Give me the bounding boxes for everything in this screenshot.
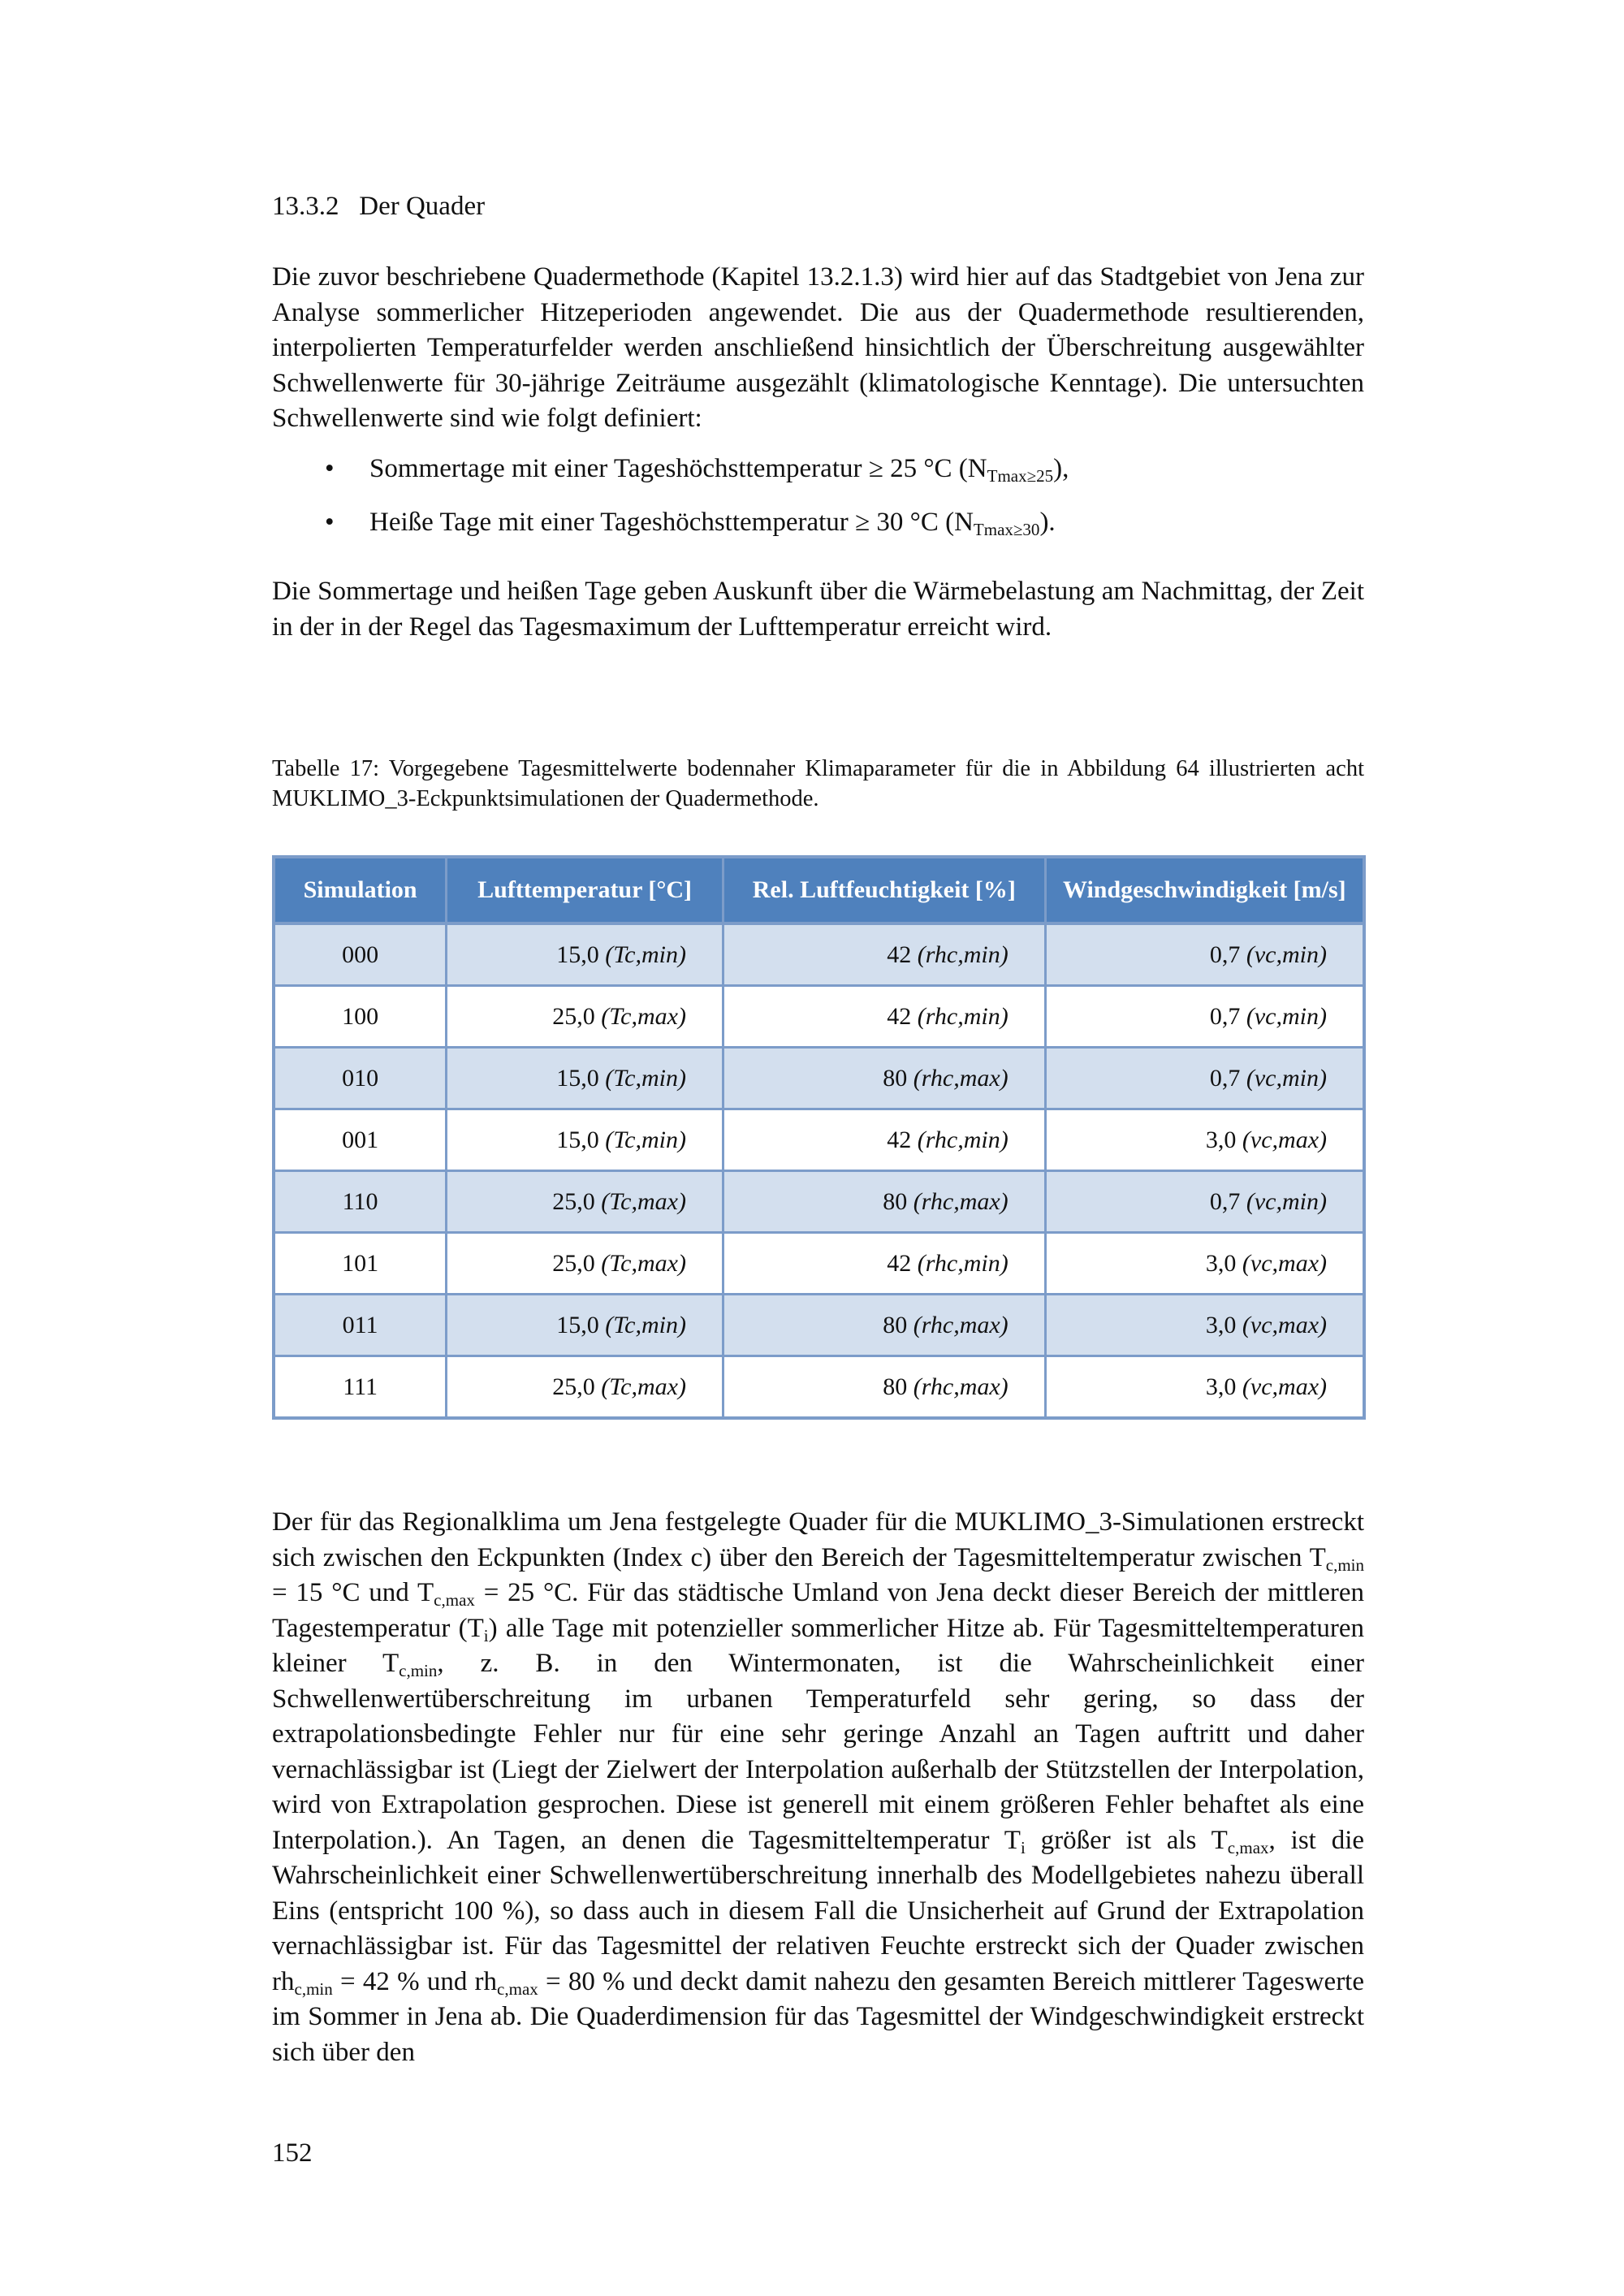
table-row — [274, 1356, 1364, 1419]
cell-humidity: 80 (rhc,max) — [723, 1295, 1045, 1356]
table-header-row — [274, 857, 1364, 923]
table-caption: Tabelle 17: Vorgegebene Tagesmittelwerte bodennaher Klimaparameter für die in Abbildung 64 illustrierten acht MUKLIMO_3-Eckpunktsimulationen der Quadermethode. — [272, 756, 1364, 811]
section-title: Der Quader — [359, 192, 486, 221]
cell-simulation: 000 — [274, 923, 447, 986]
column-header: Lufttemperatur [°C] — [447, 857, 723, 923]
cell-simulation: 110 — [274, 1171, 447, 1233]
bullet-icon: • — [325, 454, 335, 483]
table-row — [274, 1295, 1364, 1356]
table-row — [274, 1171, 1364, 1233]
cell-simulation: 001 — [274, 1109, 447, 1171]
threshold-list — [272, 452, 1364, 559]
cell-wind: 3,0 (vc,max) — [1045, 1233, 1364, 1295]
cell-wind: 3,0 (vc,max) — [1045, 1295, 1364, 1356]
table-row — [274, 923, 1364, 986]
cell-temperature: 25,0 (Tc,max) — [447, 1356, 723, 1419]
bullet-icon: • — [325, 508, 335, 537]
cell-wind: 0,7 (vc,min) — [1045, 1048, 1364, 1109]
simulation-table — [272, 855, 1366, 1420]
paragraph-intro: Die zuvor beschriebene Quadermethode (Kapitel 13.2.1.3) wird hier auf das Stadtgebiet von Jena zur Analyse sommerlicher Hitzeperioden angewendet. Die aus der Quadermethode resultierenden, interpolierten Temperaturfelder werden anschließend hinsichtlich der Überschreitung ausgewählter Schwellenwerte für 30-jährige Zeiträume ausgezählt (klimatologische Kenntage). Die untersuchten Schwellenwerte sind wie folgt definiert: — [272, 262, 1364, 433]
cell-humidity: 42 (rhc,min) — [723, 986, 1045, 1048]
cell-temperature: 15,0 (Tc,min) — [447, 1295, 723, 1356]
cell-humidity: 80 (rhc,max) — [723, 1048, 1045, 1109]
section-number: 13.3.2 — [272, 192, 339, 221]
section-heading — [272, 192, 485, 222]
cell-wind: 0,7 (vc,min) — [1045, 923, 1364, 986]
cell-simulation: 101 — [274, 1233, 447, 1295]
cell-simulation: 010 — [274, 1048, 447, 1109]
cell-wind: 3,0 (vc,max) — [1045, 1109, 1364, 1171]
table-row — [274, 986, 1364, 1048]
cell-temperature: 25,0 (Tc,max) — [447, 986, 723, 1048]
cell-temperature: 15,0 (Tc,min) — [447, 923, 723, 986]
cell-temperature: 15,0 (Tc,min) — [447, 1109, 723, 1171]
column-header: Simulation — [274, 857, 447, 923]
list-item: • Heiße Tage mit einer Tageshöchsttemperatur ≥ 30 °C $(N_{Tmax\ge 30})$. — [272, 505, 1364, 559]
cell-simulation: 111 — [274, 1356, 447, 1419]
cell-humidity: 42 (rhc,min) — [723, 1109, 1045, 1171]
cell-temperature: 15,0 (Tc,min) — [447, 1048, 723, 1109]
cell-wind: 3,0 (vc,max) — [1045, 1356, 1364, 1419]
cell-humidity: 42 (rhc,min) — [723, 923, 1045, 986]
cell-temperature: 25,0 (Tc,max) — [447, 1171, 723, 1233]
column-header: Windgeschwindigkeit [m/s] — [1045, 857, 1364, 923]
column-header: Rel. Luftfeuchtigkeit [%] — [723, 857, 1045, 923]
cell-simulation: 100 — [274, 986, 447, 1048]
cell-humidity: 80 (rhc,max) — [723, 1171, 1045, 1233]
cell-humidity: 80 (rhc,max) — [723, 1356, 1045, 1419]
cell-wind: 0,7 (vc,min) — [1045, 986, 1364, 1048]
paragraph-summer-days: Die Sommertage und heißen Tage geben Auskunft über die Wärmebelastung am Nachmittag, der Zeit in der in der Regel das Tagesmaximum der Lufttemperatur erreicht wird. — [272, 577, 1364, 642]
list-item: • Sommertage mit einer Tageshöchsttemperatur ≥ 25 °C $(N_{Tmax\ge 25})$, — [272, 452, 1364, 505]
table-row — [274, 1048, 1364, 1109]
cell-wind: 0,7 (vc,min) — [1045, 1171, 1364, 1233]
table-row — [274, 1109, 1364, 1171]
cell-humidity: 42 (rhc,min) — [723, 1233, 1045, 1295]
table-row — [274, 1233, 1364, 1295]
paragraph-quader-bounds: Der für das Regionalklima um Jena festgelegte Quader für die MUKLIMO_3-Simulationen erstreckt sich zwischen den Eckpunkten (Index c) über den Bereich der Tagesmitteltemperatur zwischen $T_{c,min} = 15$ °C und $T_{c,max} = 25$ °C. Für das städtische Umland von Jena deckt dieser Bereich der mittleren Tagestemperatur $(T_i)$ alle Tage mit potenzieller sommerlicher Hitze ab. Für Tagesmitteltemperaturen kleiner $T_{c,min}$, z. B. in den Wintermonaten, ist die Wahrscheinlichkeit einer Schwellenwertüberschreitung im urbanen Temperaturfeld sehr gering, so dass der extrapolationsbedingte Fehler nur für eine sehr geringe Anzahl an Tagen auftritt und daher vernachlässigbar ist (Liegt der Zielwert der Interpolation außerhalb der Stützstellen der Interpolation, wird von Extrapolation gesprochen. Diese ist generell mit einem größeren Fehler behaftet als eine Interpolation.). An Tagen, an denen die Tagesmitteltemperatur $T_i$ größer ist als $T_{c,max}$, ist die Wahrscheinlichkeit einer Schwellenwertüberschreitung innerhalb des Modellgebietes nahezu überall Eins (entspricht 100 %), so dass auch in diesem Fall die Unsicherheit auf Grund der Extrapolation vernachlässigbar ist. Für das Tagesmittel der relativen Feuchte erstreckt sich der Quader zwischen $rh_{c,min} = 42$ % und $rh_{c,max} = 80$ % und deckt damit nahezu den gesamten Bereich mittlerer Tageswerte im Sommer in Jena ab. Die Quaderdimension für das Tagesmittel der Windgeschwindigkeit erstreckt sich über den — [272, 1507, 1365, 2067]
page-number: 152 — [272, 2138, 313, 2168]
cell-temperature: 25,0 (Tc,max) — [447, 1233, 723, 1295]
cell-simulation: 011 — [274, 1295, 447, 1356]
